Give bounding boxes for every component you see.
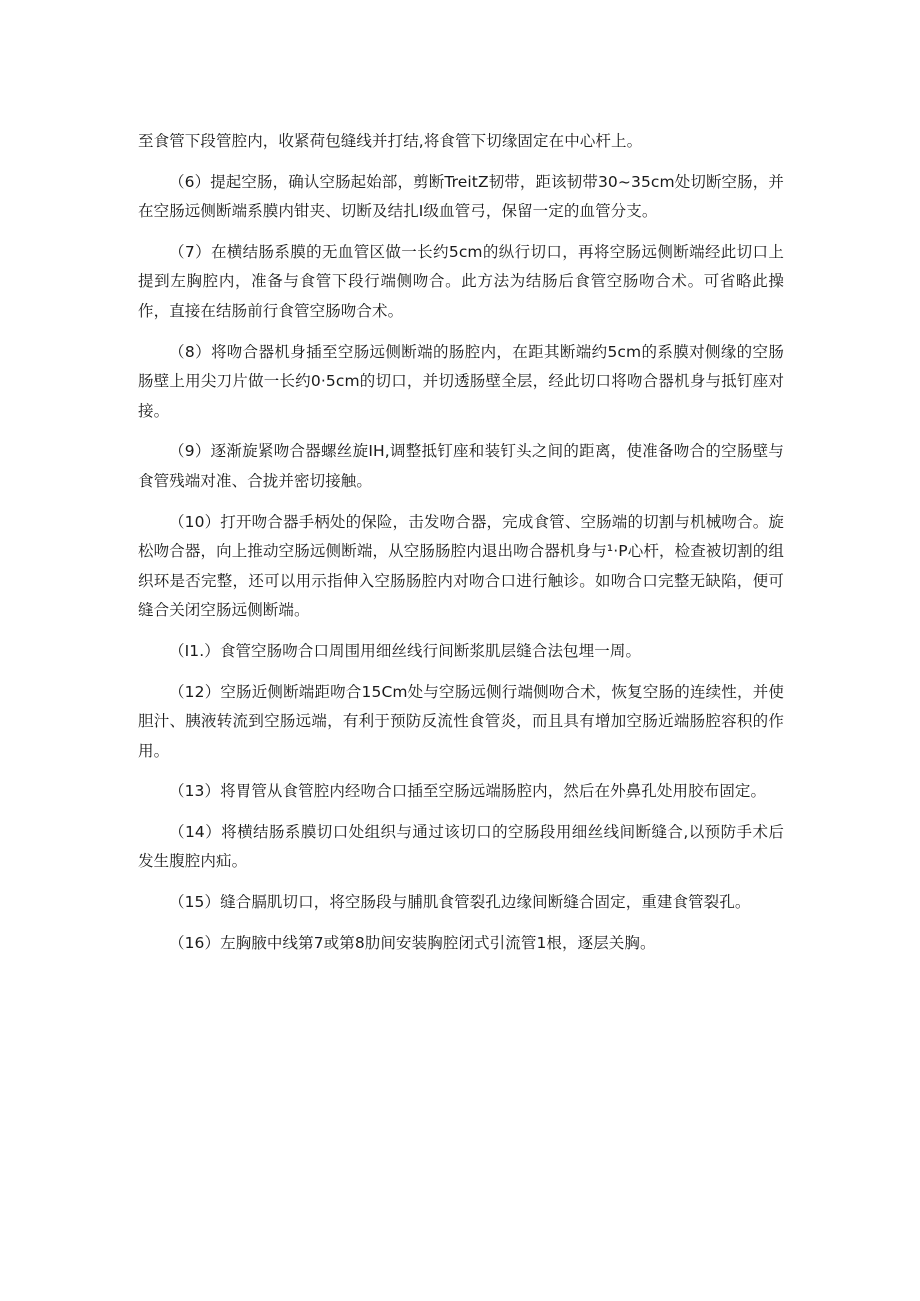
paragraph-step-6: （6）提起空肠，确认空肠起始部，剪断TreitZ韧带，距该韧带30~35cm处切断空肠，并在空肠远侧断端系膜内钳夹、切断及结扎I级血管弓，保留一定的血管分支。 xyxy=(138,172,784,221)
paragraph-step-15: （15）缝合膈肌切口，将空肠段与脯肌食管裂孔边缘间断缝合固定，重建食管裂孔。 xyxy=(169,893,751,912)
paragraph-step-13: （13）将胃管从食管腔内经吻合口插至空肠远端肠腔内，然后在外鼻孔处用胶布固定。 xyxy=(169,782,767,801)
document-body xyxy=(138,127,784,969)
paragraph-step-7: （7）在横结肠系膜的无血管区做一长约5cm的纵行切口，再将空肠远侧断端经此切口上提到左胸腔内，准备与食管下段行端侧吻合。此方法为结肠后食管空肠吻合术。可省略此操作，直接在结肠前行食管空肠吻合术。 xyxy=(138,242,784,320)
paragraph-step-10: （10）打开吻合器手柄处的保险，击发吻合器，完成食管、空肠端的切割与机械吻合。旋松吻合器，向上推动空肠远侧断端，从空肠肠腔内退出吻合器机身与¹·P心杆，检查被切割的组织环是否完整，还可以用示指伸入空肠肠腔内对吻合口进行触诊。如吻合口完整无缺陷，便可缝合关闭空肠远侧断端。 xyxy=(138,512,784,620)
paragraph-continuation: 至食管下段管腔内，收紧荷包缝线并打结,将食管下切缘固定在中心杆上。 xyxy=(138,132,643,150)
paragraph-step-12: （12）空肠近侧断端距吻合15Cm处与空肠远侧行端侧吻合术，恢复空肠的连续性，并使胆汁、胰液转流到空肠远端，有利于预防反流性食管炎，而且具有增加空肠近端肠腔容积的作用。 xyxy=(138,682,784,760)
paragraph-step-14: （14）将横结肠系膜切口处组织与通过该切口的空肠段用细丝线间断缝合,以预防手术后发生腹腔内疝。 xyxy=(138,822,784,871)
paragraph-step-8: （8）将吻合器机身插至空肠远侧断端的肠腔内，在距其断端约5cm的系膜对侧缘的空肠肠壁上用尖刀片做一长约0·5cm的切口，并切透肠壁全层，经此切口将吻合器机身与抵钉座对接。 xyxy=(138,342,784,420)
paragraph-step-9: （9）逐渐旋紧吻合器螺丝旋IH,调整抵钉座和装钉头之间的距离，使准备吻合的空肠壁与食管残端对准、合拢并密切接触。 xyxy=(138,442,784,490)
paragraph-step-11: （I1.）食管空肠吻合口周围用细丝线行间断浆肌层缝合法包埋一周。 xyxy=(169,641,642,660)
paragraph-step-16: （16）左胸腋中线第7或第8肋间安装胸腔闭式引流管1根，逐层关胸。 xyxy=(169,933,656,952)
